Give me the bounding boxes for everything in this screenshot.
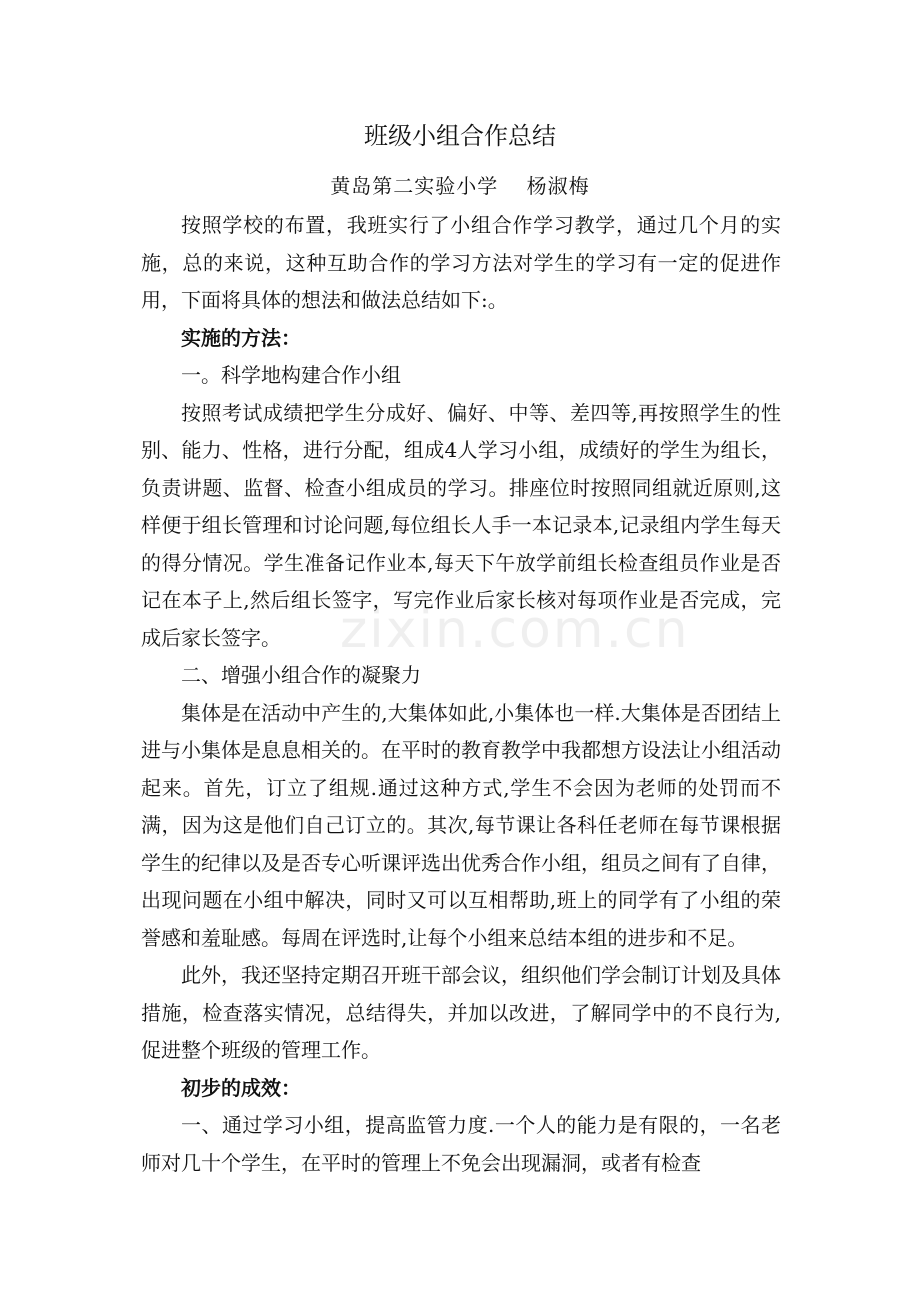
author-byline: 黄岛第二实验小学 杨淑梅 [330, 174, 590, 198]
section-heading-results: 初步的成效： [181, 1075, 301, 1100]
subheading-cohesion: 二、增强小组合作的凝聚力 [181, 663, 421, 687]
watermark: zixin.com.cn [340, 600, 690, 660]
paragraph-results: 一、通过学习小组，提高监管力度.一个人的能力是有限的，一名老师对几十个学生，在平时的管理上不免会出现漏洞，或者有检查 [141, 1113, 781, 1175]
paragraph-cohesion: 集体是在活动中产生的,大集体如此,小集体也一样.大集体是否团结上进与小集体是息息相关的。在平时的教育教学中我都想方设法让小组活动起来。首先，订立了组规.通过这种方式,学生不会因为老师的处罚而不满，因为这是他们自己订立的。其次,每节课让各科任老师在每节课根据学生的纪律以及是否专心听课评选出优秀合作小组，组员之间有了自律，出现问题在小组中解决，同时又可以互相帮助,班上的同学有了小组的荣誉感和羞耻感。每周在评选时,让每个小组来总结本组的进步和不足。 [141, 700, 781, 950]
document-body [141, 207, 781, 1182]
paragraph-meetings: 此外，我还坚持定期召开班干部会议，组织他们学会制订计划及具体措施，检查落实情况，总结得失，并加以改进，了解同学中的不良行为,促进整个班级的管理工作。 [141, 963, 781, 1062]
paragraph-grouping: 按照考试成绩把学生分成好、偏好、中等、差四等,再按照学生的性别、能力、性格，进行分配，组成4人学习小组，成绩好的学生为组长，负责讲题、监督、检查小组成员的学习。排座位时按照同组就近原则,这样便于组长管理和讨论问题,每位组长人手一本记录本,记录组内学生每天的得分情况。学生准备记作业本,每天下午放学前组长检查组员作业是否记在本子上,然后组长签字，写完作业后家长核对每项作业是否完成，完成后家长签字。 [141, 400, 781, 650]
section-heading-methods: 实施的方法： [181, 325, 301, 350]
document-title: 班级小组合作总结 [364, 122, 556, 150]
intro-paragraph: 按照学校的布置，我班实行了小组合作学习教学，通过几个月的实施，总的来说，这种互助合作的学习方法对学生的学习有一定的促进作用，下面将具体的想法和做法总结如下:。 [141, 213, 781, 312]
subheading-build-groups: 一。科学地构建合作小组 [181, 363, 401, 387]
